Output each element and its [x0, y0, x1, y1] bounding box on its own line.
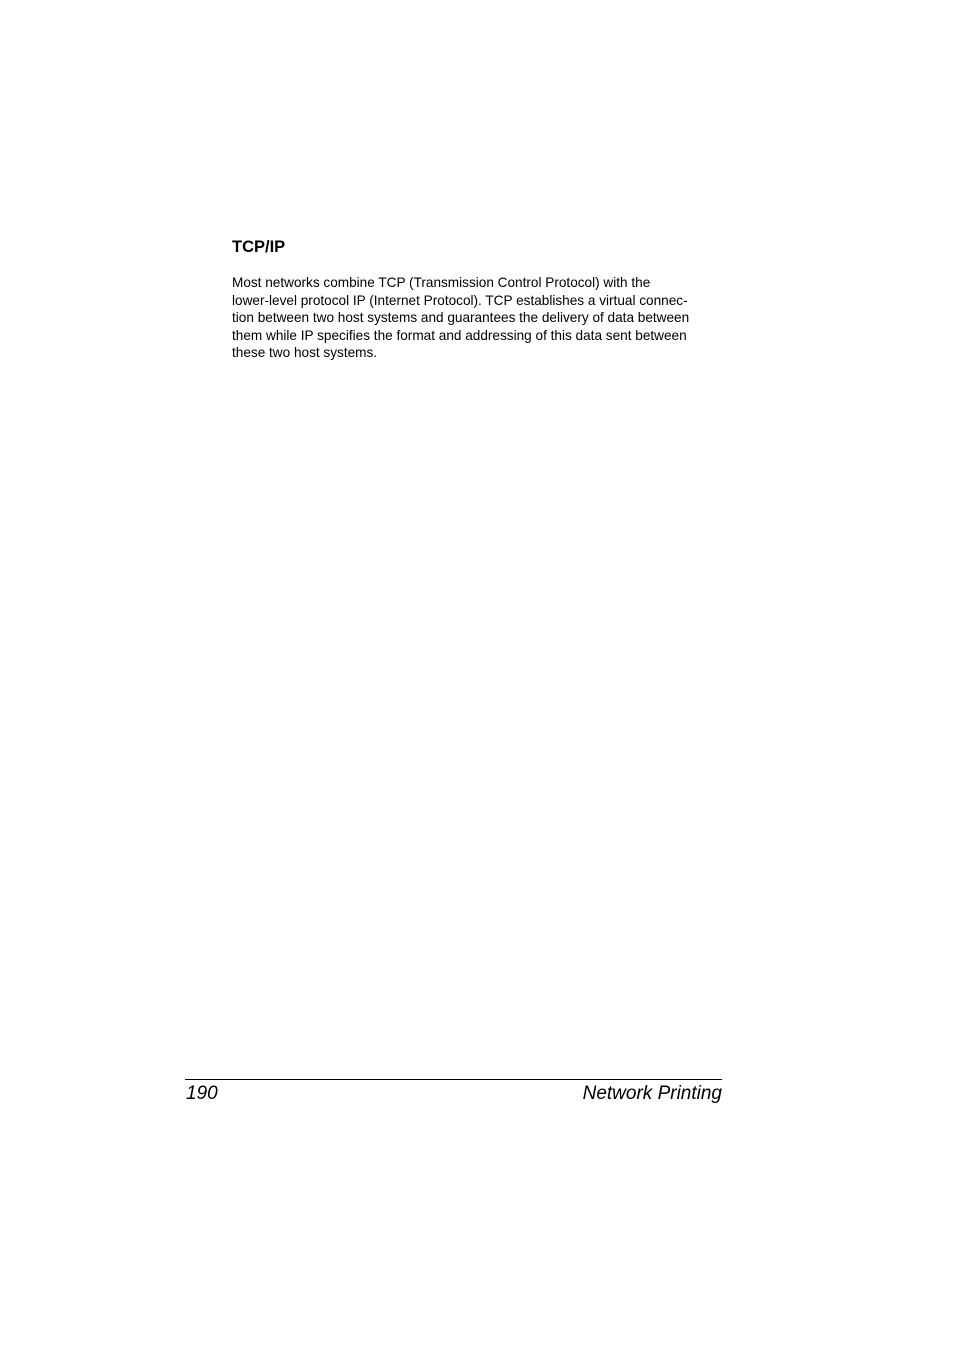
paragraph-line: lower-level protocol IP (Internet Protocol). TCP establishes a virtual connec-: [232, 292, 688, 308]
running-footer-title: Network Printing: [582, 1083, 722, 1104]
section-heading: TCP/IP: [232, 238, 286, 256]
paragraph-line: these two host systems.: [232, 345, 378, 361]
paragraph-line: tion between two host systems and guarantees the delivery of data between: [232, 310, 690, 326]
footer-divider: [185, 1079, 722, 1080]
body-paragraph: [232, 274, 724, 362]
paragraph-line: them while IP specifies the format and addressing of this data sent between: [232, 327, 687, 343]
page-number: 190: [186, 1083, 218, 1104]
paragraph-line: Most networks combine TCP (Transmission Control Protocol) with the: [232, 275, 651, 290]
